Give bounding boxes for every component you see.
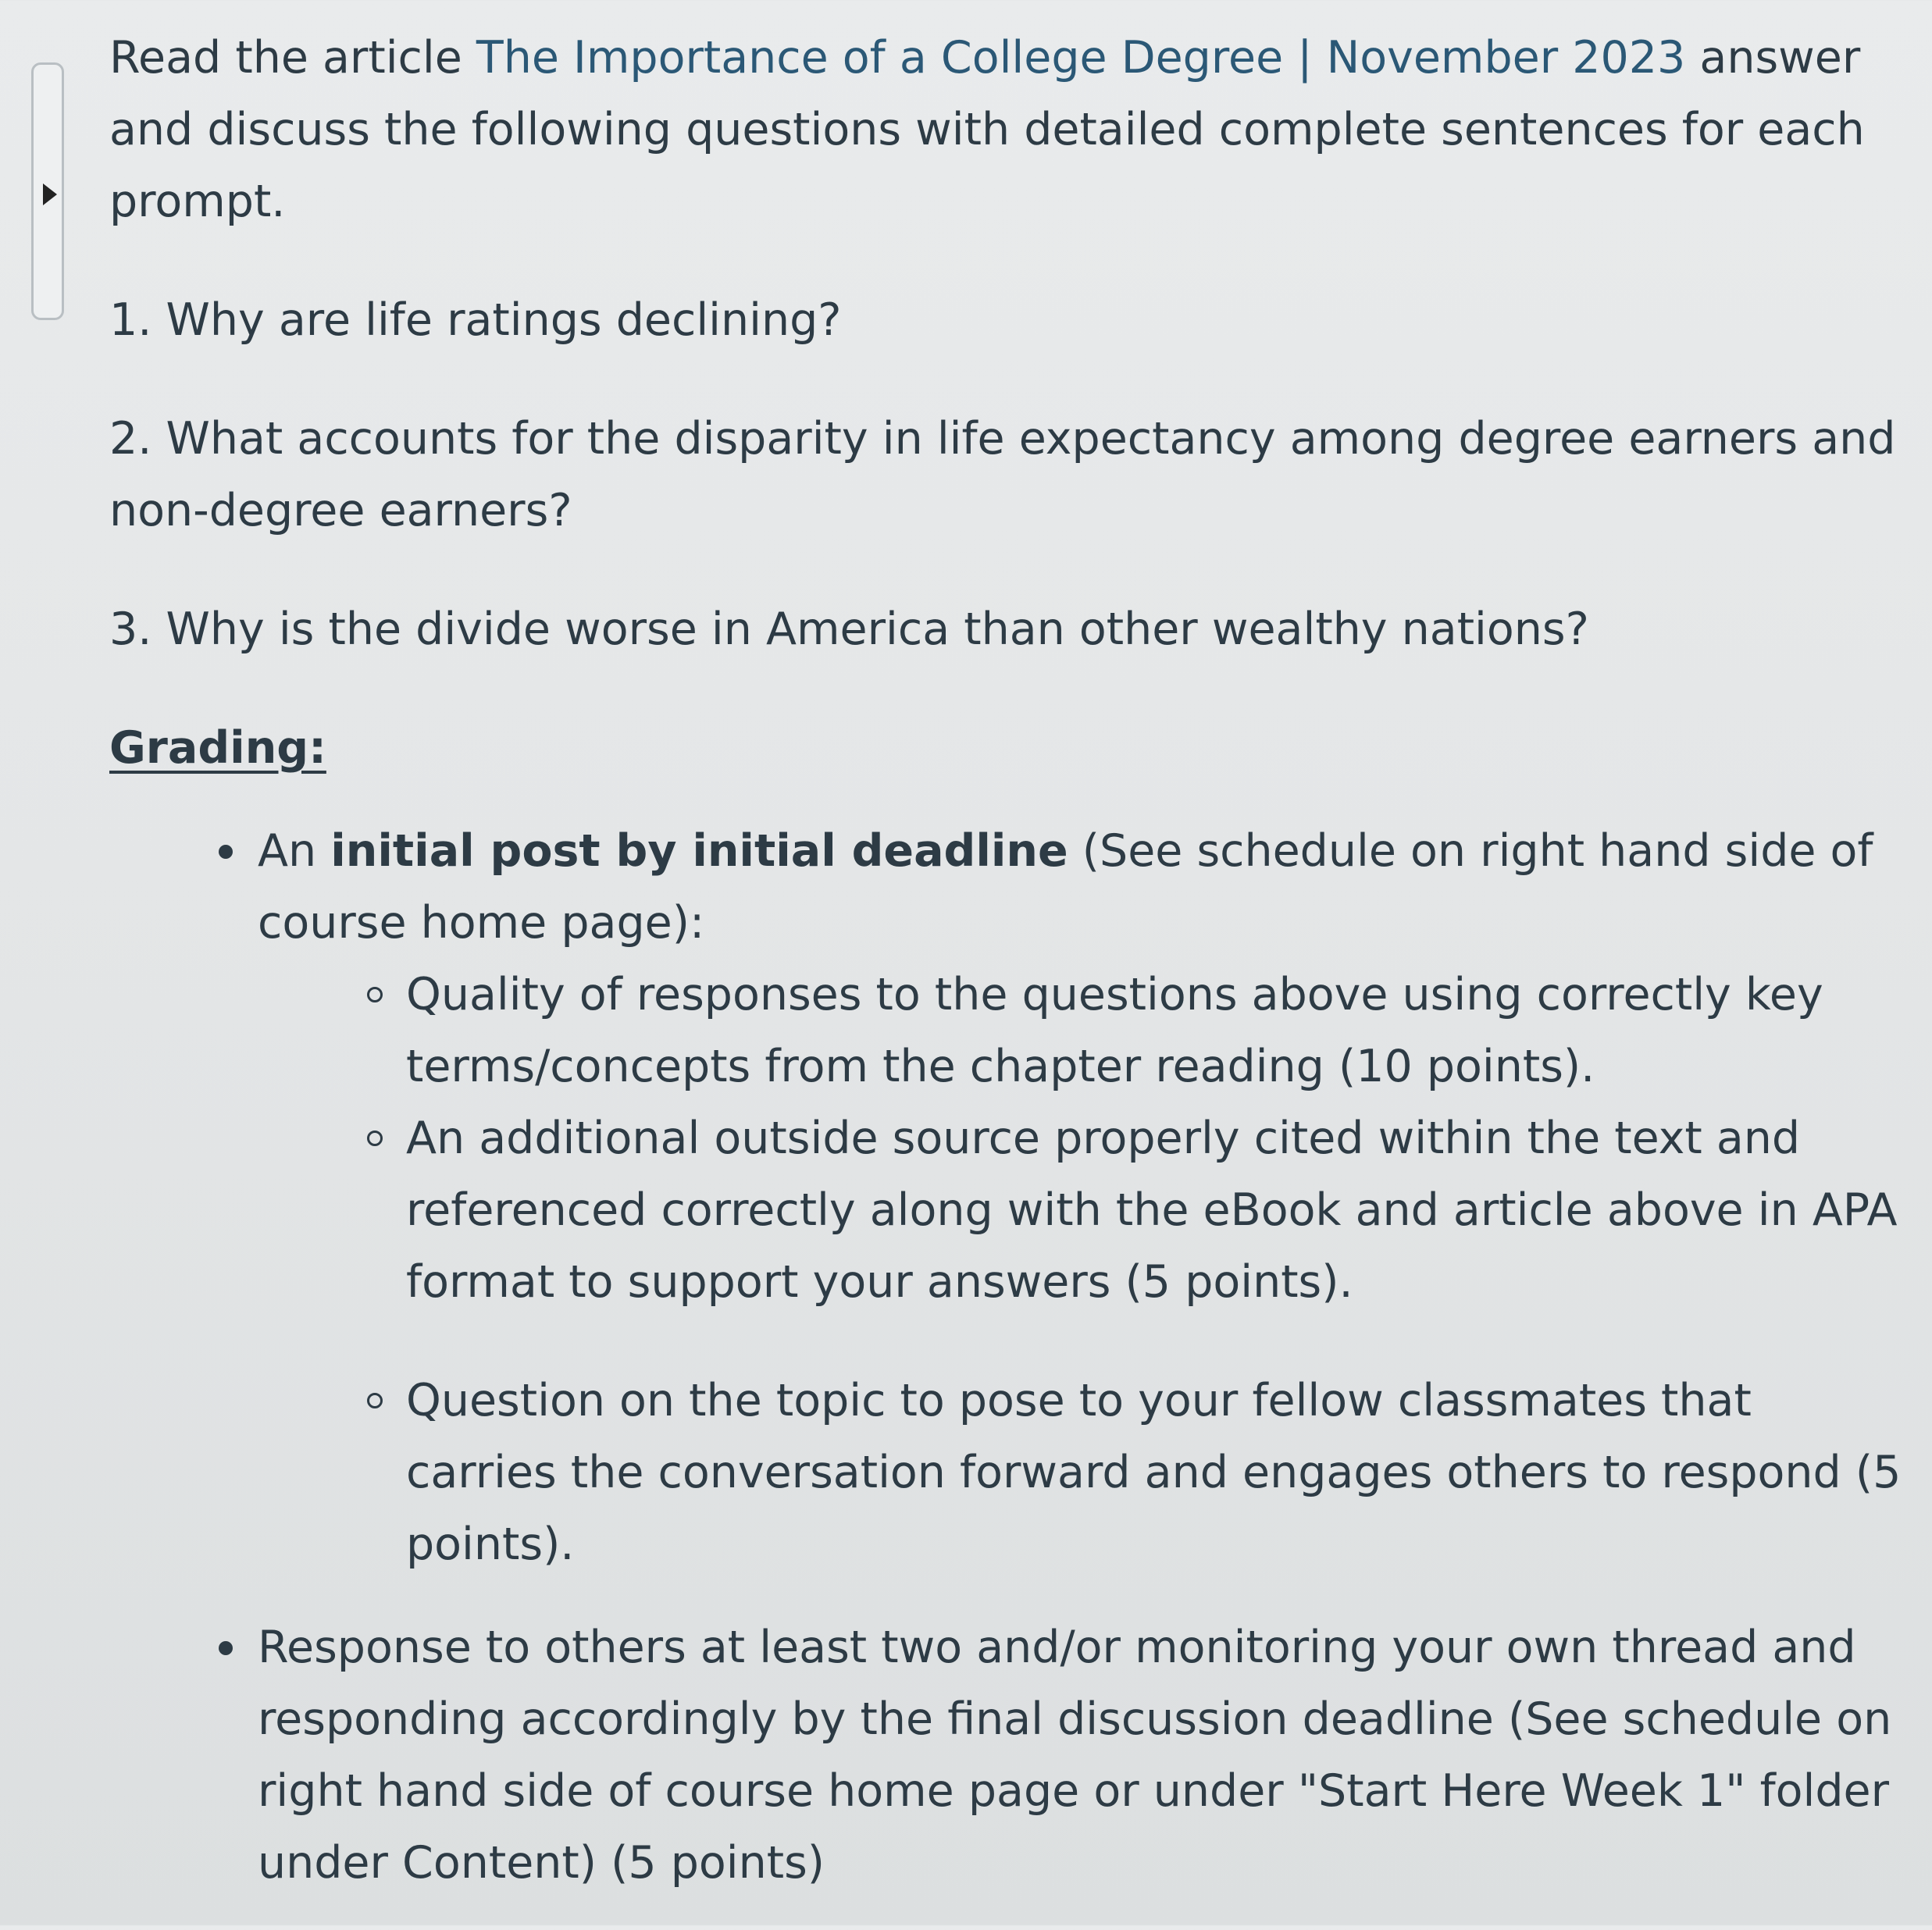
grading-item-initial-post bbox=[258, 815, 1905, 1580]
question-2: 2. What accounts for the disparity in life expectancy among degree earners and non-degree earners? bbox=[109, 413, 1896, 536]
discussion-prompt bbox=[109, 22, 1905, 1930]
intro-paragraph bbox=[109, 22, 1905, 237]
intro-suffix: answer and discuss the following questions with detailed complete sentences for each prompt. bbox=[109, 32, 1865, 227]
bullet-disc-icon bbox=[219, 1641, 233, 1655]
sub-item-quality bbox=[406, 959, 1905, 1102]
bullet-circle-icon bbox=[367, 1131, 383, 1146]
sub-item-text: Quality of responses to the questions above using correctly key terms/concepts from the chapter reading (10 points). bbox=[406, 969, 1823, 1092]
bullet-circle-icon bbox=[367, 1393, 383, 1408]
side-panel-toggle[interactable] bbox=[31, 62, 64, 320]
intro-prefix: Read the article bbox=[109, 32, 476, 84]
initial-post-lead: An bbox=[258, 825, 331, 877]
grading-item-response bbox=[258, 1611, 1905, 1899]
grading-list bbox=[109, 815, 1905, 1899]
article-link[interactable]: The Importance of a College Degree | November 2023 bbox=[476, 32, 1686, 84]
sub-item-outside-source bbox=[406, 1102, 1905, 1318]
bullet-disc-icon bbox=[219, 845, 233, 859]
initial-post-sublist bbox=[258, 959, 1905, 1580]
initial-post-rest: (See schedule on right hand side of course home page): bbox=[258, 825, 1873, 949]
question-3: 3. Why is the divide worse in America than other wealthy nations? bbox=[109, 604, 1589, 655]
sub-item-text: An additional outside source properly cited within the text and referenced correctly along with the eBook and article above in APA format to support your answers (5 points). bbox=[406, 1113, 1898, 1308]
sub-item-question bbox=[406, 1365, 1905, 1580]
sub-item-text: Question on the topic to pose to your fellow classmates that carries the conversation forward and engages others to respond (5 points). bbox=[406, 1375, 1902, 1570]
initial-post-bold: initial post by initial deadline bbox=[330, 825, 1068, 877]
question-1: 1. Why are life ratings declining? bbox=[109, 294, 842, 346]
caret-right-icon bbox=[43, 183, 57, 205]
bullet-circle-icon bbox=[367, 987, 383, 1002]
grading-heading: Grading: bbox=[109, 722, 326, 774]
response-text: Response to others at least two and/or monitoring your own thread and responding accordingly by the final discussion deadline (See schedule on right hand side of course home page or under "Start Here Week 1" folder under Content) (5 points) bbox=[258, 1622, 1892, 1889]
